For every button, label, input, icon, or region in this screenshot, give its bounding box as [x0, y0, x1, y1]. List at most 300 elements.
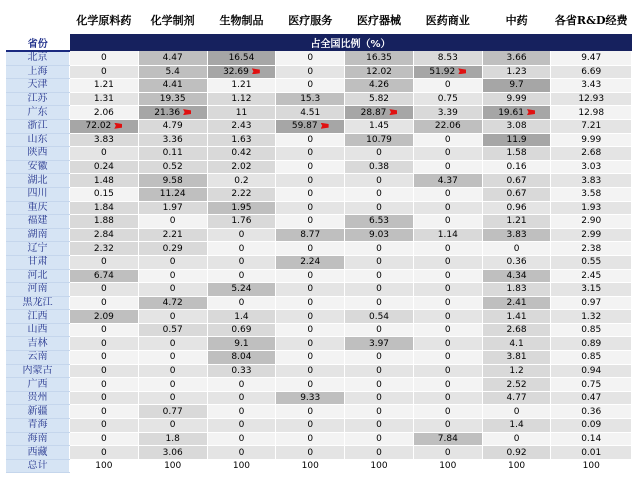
cell-value: 3.08: [506, 121, 527, 132]
cell-value: 0: [169, 393, 176, 404]
province-cell: 青海: [6, 419, 70, 433]
cell-value: 32.69: [223, 66, 249, 77]
cell-value: 0.14: [581, 433, 602, 444]
value-cell: [138, 351, 207, 365]
value-cell: [207, 65, 276, 79]
value-cell: [70, 215, 139, 229]
value-cell: [276, 378, 345, 392]
cell-value: 0: [307, 134, 314, 145]
value-cell: [551, 242, 632, 256]
cell-value: 1.41: [506, 311, 527, 322]
value-cell: [70, 310, 139, 324]
col-header-api: 化学原料药: [70, 6, 139, 34]
cell-value: 0: [307, 243, 314, 254]
cell-value: 0: [444, 325, 451, 336]
table-row: [6, 323, 632, 337]
cell-value: 0: [513, 406, 520, 417]
table-row: [6, 147, 632, 161]
value-cell: [482, 174, 551, 188]
value-cell: [413, 255, 482, 269]
cell-value: 0.57: [162, 325, 183, 336]
province-cell: 山西: [6, 323, 70, 337]
value-cell: [482, 65, 551, 79]
cell-value: 0: [238, 406, 245, 417]
cell-value: 0: [307, 311, 314, 322]
value-cell: [551, 187, 632, 201]
value-cell: [482, 92, 551, 106]
cell-value: 0: [376, 379, 382, 390]
province-cell: 内蒙古: [6, 364, 70, 378]
value-cell: [138, 364, 207, 378]
value-cell: [70, 323, 139, 337]
cell-value: 0: [307, 420, 314, 431]
cell-value: 8.04: [231, 352, 252, 363]
value-cell: [345, 133, 414, 147]
province-cell: 湖北: [6, 174, 70, 188]
value-cell: [207, 351, 276, 365]
cell-value: 0.92: [506, 447, 527, 458]
cell-value: 0: [444, 243, 451, 254]
value-cell: [482, 337, 551, 351]
table-row: [6, 269, 632, 283]
value-cell: [138, 337, 207, 351]
cell-value: 100: [301, 461, 319, 472]
col-header-medical-service: 医疗服务: [276, 6, 345, 34]
cell-value: 0: [376, 189, 382, 200]
value-cell: [207, 119, 276, 133]
value-cell: [345, 391, 414, 405]
value-cell: [345, 174, 414, 188]
col-header-pharma-commerce: 医药商业: [413, 6, 482, 34]
value-cell: [413, 133, 482, 147]
cell-value: 100: [507, 461, 526, 472]
value-cell: [345, 419, 414, 433]
cell-value: 51.92: [429, 66, 456, 77]
cell-value: 0: [376, 202, 382, 213]
col-header-biologics: 生物制品: [207, 6, 276, 34]
cell-value: 0: [444, 80, 451, 91]
value-cell: [551, 364, 632, 378]
value-cell: [345, 310, 414, 324]
cell-value: 15.3: [300, 94, 321, 105]
value-cell: [70, 147, 139, 161]
value-cell: [551, 160, 632, 174]
cell-value: 9.03: [368, 230, 390, 241]
cell-value: 0: [444, 148, 451, 159]
cell-value: 0: [238, 379, 245, 390]
cell-value: 3.97: [368, 338, 390, 349]
province-cell: 西藏: [6, 446, 70, 460]
value-cell: [413, 391, 482, 405]
cell-value: 0.67: [506, 175, 527, 186]
value-cell: [413, 323, 482, 337]
province-cell: 江西: [6, 310, 70, 324]
value-cell: [138, 419, 207, 433]
cell-value: 0: [444, 134, 451, 145]
province-cell: 浙江: [6, 119, 70, 133]
table-row: [6, 79, 632, 93]
cell-value: 1.95: [231, 202, 252, 213]
value-cell: [413, 364, 482, 378]
cell-value: 0: [101, 365, 107, 376]
value-cell: [482, 201, 551, 215]
value-cell: [70, 459, 139, 473]
cell-value: 9.33: [300, 393, 321, 404]
value-cell: [207, 432, 276, 446]
value-cell: [207, 215, 276, 229]
value-cell: [276, 92, 345, 106]
cell-value: 4.26: [368, 80, 390, 91]
table-row: [6, 174, 632, 188]
value-cell: [70, 92, 139, 106]
cell-value: 0.97: [581, 297, 602, 308]
cell-value: 8.77: [300, 230, 321, 241]
value-cell: [138, 242, 207, 256]
cell-value: 1.48: [93, 175, 114, 186]
value-cell: [70, 296, 139, 310]
value-cell: [138, 228, 207, 242]
value-cell: [276, 296, 345, 310]
value-cell: [551, 310, 632, 324]
cell-value: 0.55: [581, 257, 602, 268]
value-cell: [482, 147, 551, 161]
share-band-label: 占全国比例（%）: [70, 34, 632, 51]
value-cell: [70, 283, 139, 297]
cell-value: 1.63: [231, 134, 252, 145]
table-row: [6, 310, 632, 324]
cell-value: 0: [444, 420, 451, 431]
value-cell: [207, 364, 276, 378]
cell-value: 0: [307, 175, 314, 186]
cell-value: 0: [444, 297, 451, 308]
cell-value: 2.90: [581, 216, 602, 227]
cell-value: 2.09: [93, 311, 114, 322]
cell-value: 0.36: [581, 406, 602, 417]
province-cell: 重庆: [6, 201, 70, 215]
cell-value: 2.84: [93, 230, 114, 241]
value-cell: [70, 133, 139, 147]
cell-value: 3.83: [93, 134, 114, 145]
red-flag-icon: [183, 109, 191, 115]
cell-value: 0.67: [506, 189, 527, 200]
cell-value: 1.31: [93, 94, 114, 105]
cell-value: 0: [376, 243, 382, 254]
province-cell: 湖南: [6, 228, 70, 242]
value-cell: [551, 92, 632, 106]
value-cell: [276, 269, 345, 283]
cell-value: 3.81: [506, 352, 527, 363]
value-cell: [551, 133, 632, 147]
value-cell: [345, 201, 414, 215]
value-cell: [276, 323, 345, 337]
value-cell: [345, 364, 414, 378]
cell-value: 5.82: [368, 94, 390, 105]
cell-value: 1.83: [506, 284, 527, 295]
value-cell: [70, 201, 139, 215]
cell-value: 1.76: [231, 216, 252, 227]
value-cell: [138, 119, 207, 133]
cell-value: 9.7: [509, 80, 524, 91]
value-cell: [138, 323, 207, 337]
value-cell: [70, 119, 139, 133]
value-cell: [207, 51, 276, 65]
cell-value: 1.32: [581, 311, 602, 322]
cell-value: 2.45: [581, 270, 602, 281]
value-cell: [551, 432, 632, 446]
value-cell: [345, 269, 414, 283]
cell-value: 1.21: [506, 216, 527, 227]
cell-value: 0.52: [162, 162, 183, 173]
cell-value: 3.83: [581, 175, 602, 186]
value-cell: [276, 187, 345, 201]
province-cell: 安徽: [6, 160, 70, 174]
cell-value: 0: [101, 352, 107, 363]
value-cell: [276, 51, 345, 65]
value-cell: [482, 310, 551, 324]
value-cell: [482, 160, 551, 174]
cell-value: 1.14: [437, 230, 458, 241]
value-cell: [138, 147, 207, 161]
value-cell: [551, 283, 632, 297]
cell-value: 4.77: [506, 393, 527, 404]
cell-value: 6.74: [93, 270, 114, 281]
value-cell: [276, 351, 345, 365]
cell-value: 0.2: [234, 175, 249, 186]
value-cell: [551, 147, 632, 161]
value-cell: [138, 310, 207, 324]
cell-value: 0: [238, 433, 245, 444]
province-cell: 甘肃: [6, 255, 70, 269]
cell-value: 0: [169, 257, 176, 268]
value-cell: [138, 201, 207, 215]
province-cell: 上海: [6, 65, 70, 79]
cell-value: 0: [101, 52, 107, 63]
table-row: [6, 228, 632, 242]
cell-value: 0.29: [162, 243, 183, 254]
value-cell: [207, 419, 276, 433]
col-header-formulation: 化学制剂: [138, 6, 207, 34]
value-cell: [413, 187, 482, 201]
value-cell: [482, 432, 551, 446]
value-cell: [70, 446, 139, 460]
table-row: [6, 337, 632, 351]
cell-value: 0: [444, 270, 451, 281]
table-row: [6, 106, 632, 120]
value-cell: [413, 283, 482, 297]
table-row: [6, 242, 632, 256]
cell-value: 0: [444, 189, 451, 200]
value-cell: [482, 269, 551, 283]
value-cell: [276, 119, 345, 133]
value-cell: [345, 459, 414, 473]
value-cell: [413, 147, 482, 161]
cell-value: 0: [307, 162, 314, 173]
red-flag-icon: [458, 68, 466, 74]
value-cell: [413, 310, 482, 324]
cell-value: 12.98: [578, 107, 605, 118]
cell-value: 0: [169, 216, 176, 227]
value-cell: [276, 255, 345, 269]
cell-value: 0: [238, 257, 245, 268]
cell-value: 0: [307, 52, 314, 63]
cell-value: 1.93: [581, 202, 602, 213]
cell-value: 0: [101, 406, 107, 417]
province-cell: 新疆: [6, 405, 70, 419]
value-cell: [207, 79, 276, 93]
value-cell: [70, 79, 139, 93]
value-cell: [413, 201, 482, 215]
cell-value: 3.83: [506, 230, 527, 241]
cell-value: 4.79: [162, 121, 183, 132]
cell-value: 0.01: [581, 447, 602, 458]
value-cell: [413, 106, 482, 120]
value-cell: [413, 351, 482, 365]
cell-value: 72.02: [85, 121, 112, 132]
cell-value: 1.2: [509, 365, 524, 376]
cell-value: 9.99: [581, 134, 602, 145]
cell-value: 0.47: [581, 393, 602, 404]
value-cell: [413, 405, 482, 419]
value-cell: [138, 79, 207, 93]
cell-value: 0: [444, 202, 451, 213]
value-cell: [138, 459, 207, 473]
cell-value: 0: [444, 311, 451, 322]
value-cell: [345, 283, 414, 297]
value-cell: [482, 296, 551, 310]
province-cell: 海南: [6, 432, 70, 446]
cell-value: 0.89: [581, 338, 602, 349]
cell-value: 0: [444, 365, 451, 376]
value-cell: [345, 405, 414, 419]
value-cell: [138, 269, 207, 283]
cell-value: 1.97: [162, 202, 183, 213]
cell-value: 0: [444, 216, 451, 227]
cell-value: 100: [439, 461, 457, 472]
value-cell: [413, 160, 482, 174]
cell-value: 2.41: [506, 297, 527, 308]
cell-value: 100: [370, 461, 388, 472]
cell-value: 0: [307, 202, 314, 213]
cell-value: 19.61: [498, 107, 524, 118]
value-cell: [276, 174, 345, 188]
value-cell: [551, 459, 632, 473]
cell-value: 0: [101, 325, 107, 336]
value-cell: [551, 174, 632, 188]
table-row: [6, 215, 632, 229]
table-row: [6, 405, 632, 419]
cell-value: 7.21: [581, 121, 602, 132]
value-cell: [276, 133, 345, 147]
value-cell: [207, 337, 276, 351]
province-header: 省份: [6, 34, 70, 51]
value-cell: [276, 228, 345, 242]
value-cell: [413, 378, 482, 392]
value-cell: [551, 269, 632, 283]
table-row: [6, 446, 632, 460]
value-cell: [345, 255, 414, 269]
cell-value: 0: [307, 284, 314, 295]
value-cell: [482, 378, 551, 392]
value-cell: [70, 337, 139, 351]
value-cell: [551, 51, 632, 65]
cell-value: 4.1: [509, 338, 524, 349]
value-cell: [345, 65, 414, 79]
value-cell: [276, 201, 345, 215]
cell-value: 0: [307, 338, 314, 349]
cell-value: 0.85: [581, 325, 602, 336]
cell-value: 22.06: [434, 121, 461, 132]
cell-value: 0: [307, 325, 314, 336]
value-cell: [551, 215, 632, 229]
cell-value: 7.84: [437, 433, 458, 444]
cell-value: 0: [376, 297, 382, 308]
value-cell: [70, 351, 139, 365]
cell-value: 1.21: [231, 80, 252, 91]
value-cell: [276, 364, 345, 378]
value-cell: [482, 215, 551, 229]
value-cell: [138, 51, 207, 65]
value-cell: [138, 65, 207, 79]
value-cell: [207, 92, 276, 106]
value-cell: [345, 79, 414, 93]
value-cell: [138, 187, 207, 201]
province-share-table: [6, 6, 632, 473]
table-row: [6, 51, 632, 65]
value-cell: [70, 391, 139, 405]
cell-value: 3.43: [581, 80, 602, 91]
cell-value: 9.47: [581, 52, 602, 63]
cell-value: 11.9: [506, 134, 527, 145]
cell-value: 1.45: [368, 121, 390, 132]
cell-value: 0.42: [231, 148, 252, 159]
cell-value: 0: [101, 447, 107, 458]
value-cell: [345, 432, 414, 446]
cell-value: 16.54: [228, 52, 255, 63]
value-cell: [138, 296, 207, 310]
value-cell: [138, 446, 207, 460]
province-cell: 云南: [6, 351, 70, 365]
cell-value: 0: [101, 393, 107, 404]
value-cell: [138, 174, 207, 188]
cell-value: 0.38: [368, 162, 390, 173]
cell-value: 3.58: [581, 189, 602, 200]
value-cell: [207, 106, 276, 120]
value-cell: [276, 106, 345, 120]
value-cell: [345, 106, 414, 120]
cell-value: 0: [307, 80, 314, 91]
value-cell: [138, 160, 207, 174]
value-cell: [138, 378, 207, 392]
cell-value: 1.4: [234, 311, 249, 322]
cell-value: 0.36: [506, 257, 527, 268]
cell-value: 3.15: [581, 284, 602, 295]
value-cell: [207, 310, 276, 324]
cell-value: 1.84: [93, 202, 114, 213]
value-cell: [138, 391, 207, 405]
table-row: [6, 255, 632, 269]
cell-value: 100: [232, 461, 251, 472]
value-cell: [551, 106, 632, 120]
cell-value: 0: [307, 433, 314, 444]
cell-value: 0: [238, 393, 245, 404]
cell-value: 1.21: [93, 80, 114, 91]
value-cell: [413, 228, 482, 242]
cell-value: 0: [238, 230, 245, 241]
cell-value: 0.09: [581, 420, 602, 431]
province-cell: 福建: [6, 215, 70, 229]
cell-value: 0: [307, 365, 314, 376]
cell-value: 2.02: [231, 162, 252, 173]
